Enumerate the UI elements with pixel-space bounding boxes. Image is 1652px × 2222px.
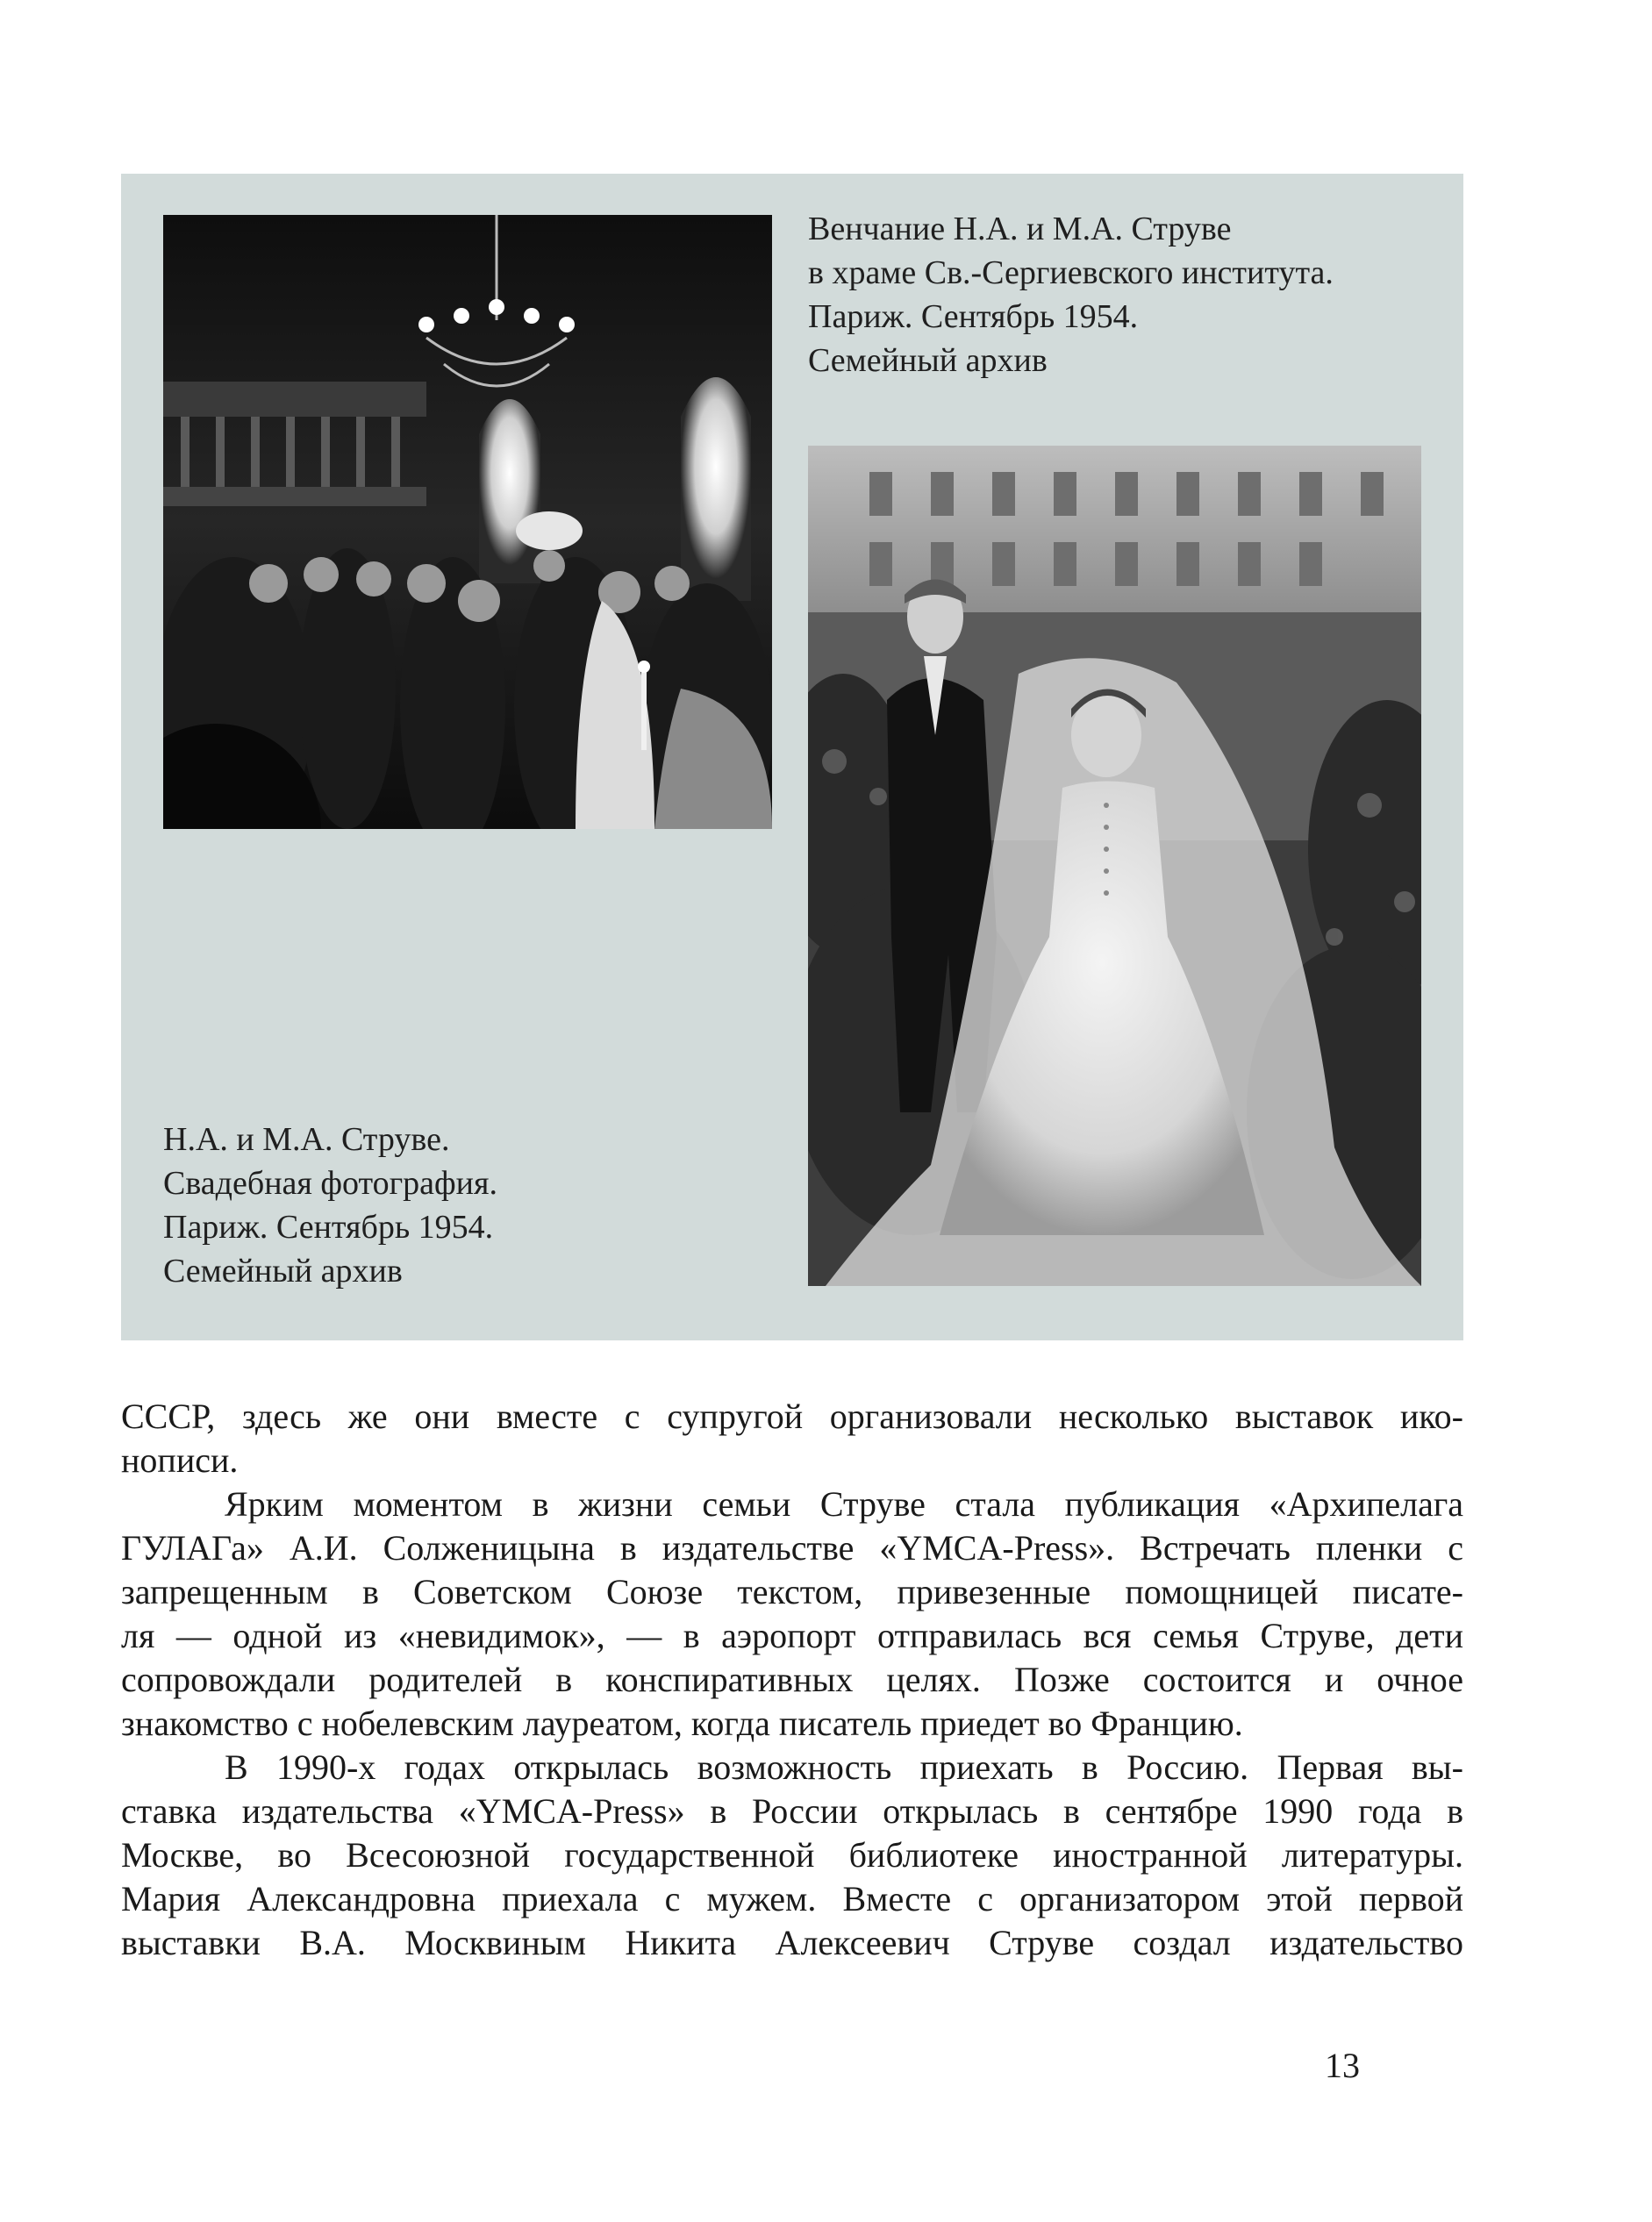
body-line: выставки В.А. Москвиным Никита Алексеевич Струве создал издательство (121, 1923, 1463, 1962)
body-line: ля — одной из «невидимок», — в аэропорт отправилась вся семья Струве, дети (121, 1616, 1463, 1655)
body-text (121, 1395, 1463, 1965)
body-line: Москве, во Всесоюзной государственной библиотеке иностранной литературы. (121, 1835, 1463, 1875)
caption-line: Свадебная фотография. (163, 1165, 497, 1202)
caption-line: Венчание Н.А. и М.А. Струве (808, 211, 1232, 247)
photo-caption-portrait (163, 1118, 497, 1293)
body-line: запрещенным в Советском Союзе текстом, привезенные помощницей писате- (121, 1572, 1463, 1611)
body-line: Мария Александровна приехала с мужем. Вместе с организатором этой первой (121, 1879, 1463, 1918)
caption-line: Париж. Сентябрь 1954. (163, 1209, 494, 1246)
caption-line: в храме Св.-Сергиевского института. (808, 254, 1334, 291)
wedding-church-photo (163, 215, 772, 829)
caption-line: Н.А. и М.А. Струве. (163, 1121, 450, 1158)
caption-line: Семейный архив (163, 1253, 403, 1290)
body-line: ставка издательства «YMCA-Press» в России открылась в сентябре 1990 года в (121, 1791, 1463, 1831)
caption-line: Париж. Сентябрь 1954. (808, 298, 1139, 335)
body-line: знакомство с нобелевским лауреатом, когда писатель приедет во Францию. (121, 1704, 1243, 1743)
body-line: ГУЛАГа» А.И. Солженицына в издательстве «YMCA-Press». Встречать пленки с (121, 1528, 1463, 1568)
caption-line: Семейный архив (808, 342, 1048, 379)
body-line: Ярким моментом в жизни семьи Струве стала публикация «Архипелага (225, 1484, 1463, 1524)
body-line: В 1990-х годах открылась возможность приехать в Россию. Первая вы- (225, 1747, 1463, 1787)
body-line: нописи. (121, 1440, 239, 1480)
page-number: 13 (1325, 2046, 1360, 2085)
photo-caption-church (808, 207, 1334, 382)
body-line: СССР, здесь же они вместе с супругой организовали несколько выставок ико- (121, 1397, 1463, 1436)
body-line: сопровождали родителей в конспиративных целях. Позже состоится и очное (121, 1660, 1463, 1699)
wedding-portrait-photo (808, 446, 1421, 1286)
